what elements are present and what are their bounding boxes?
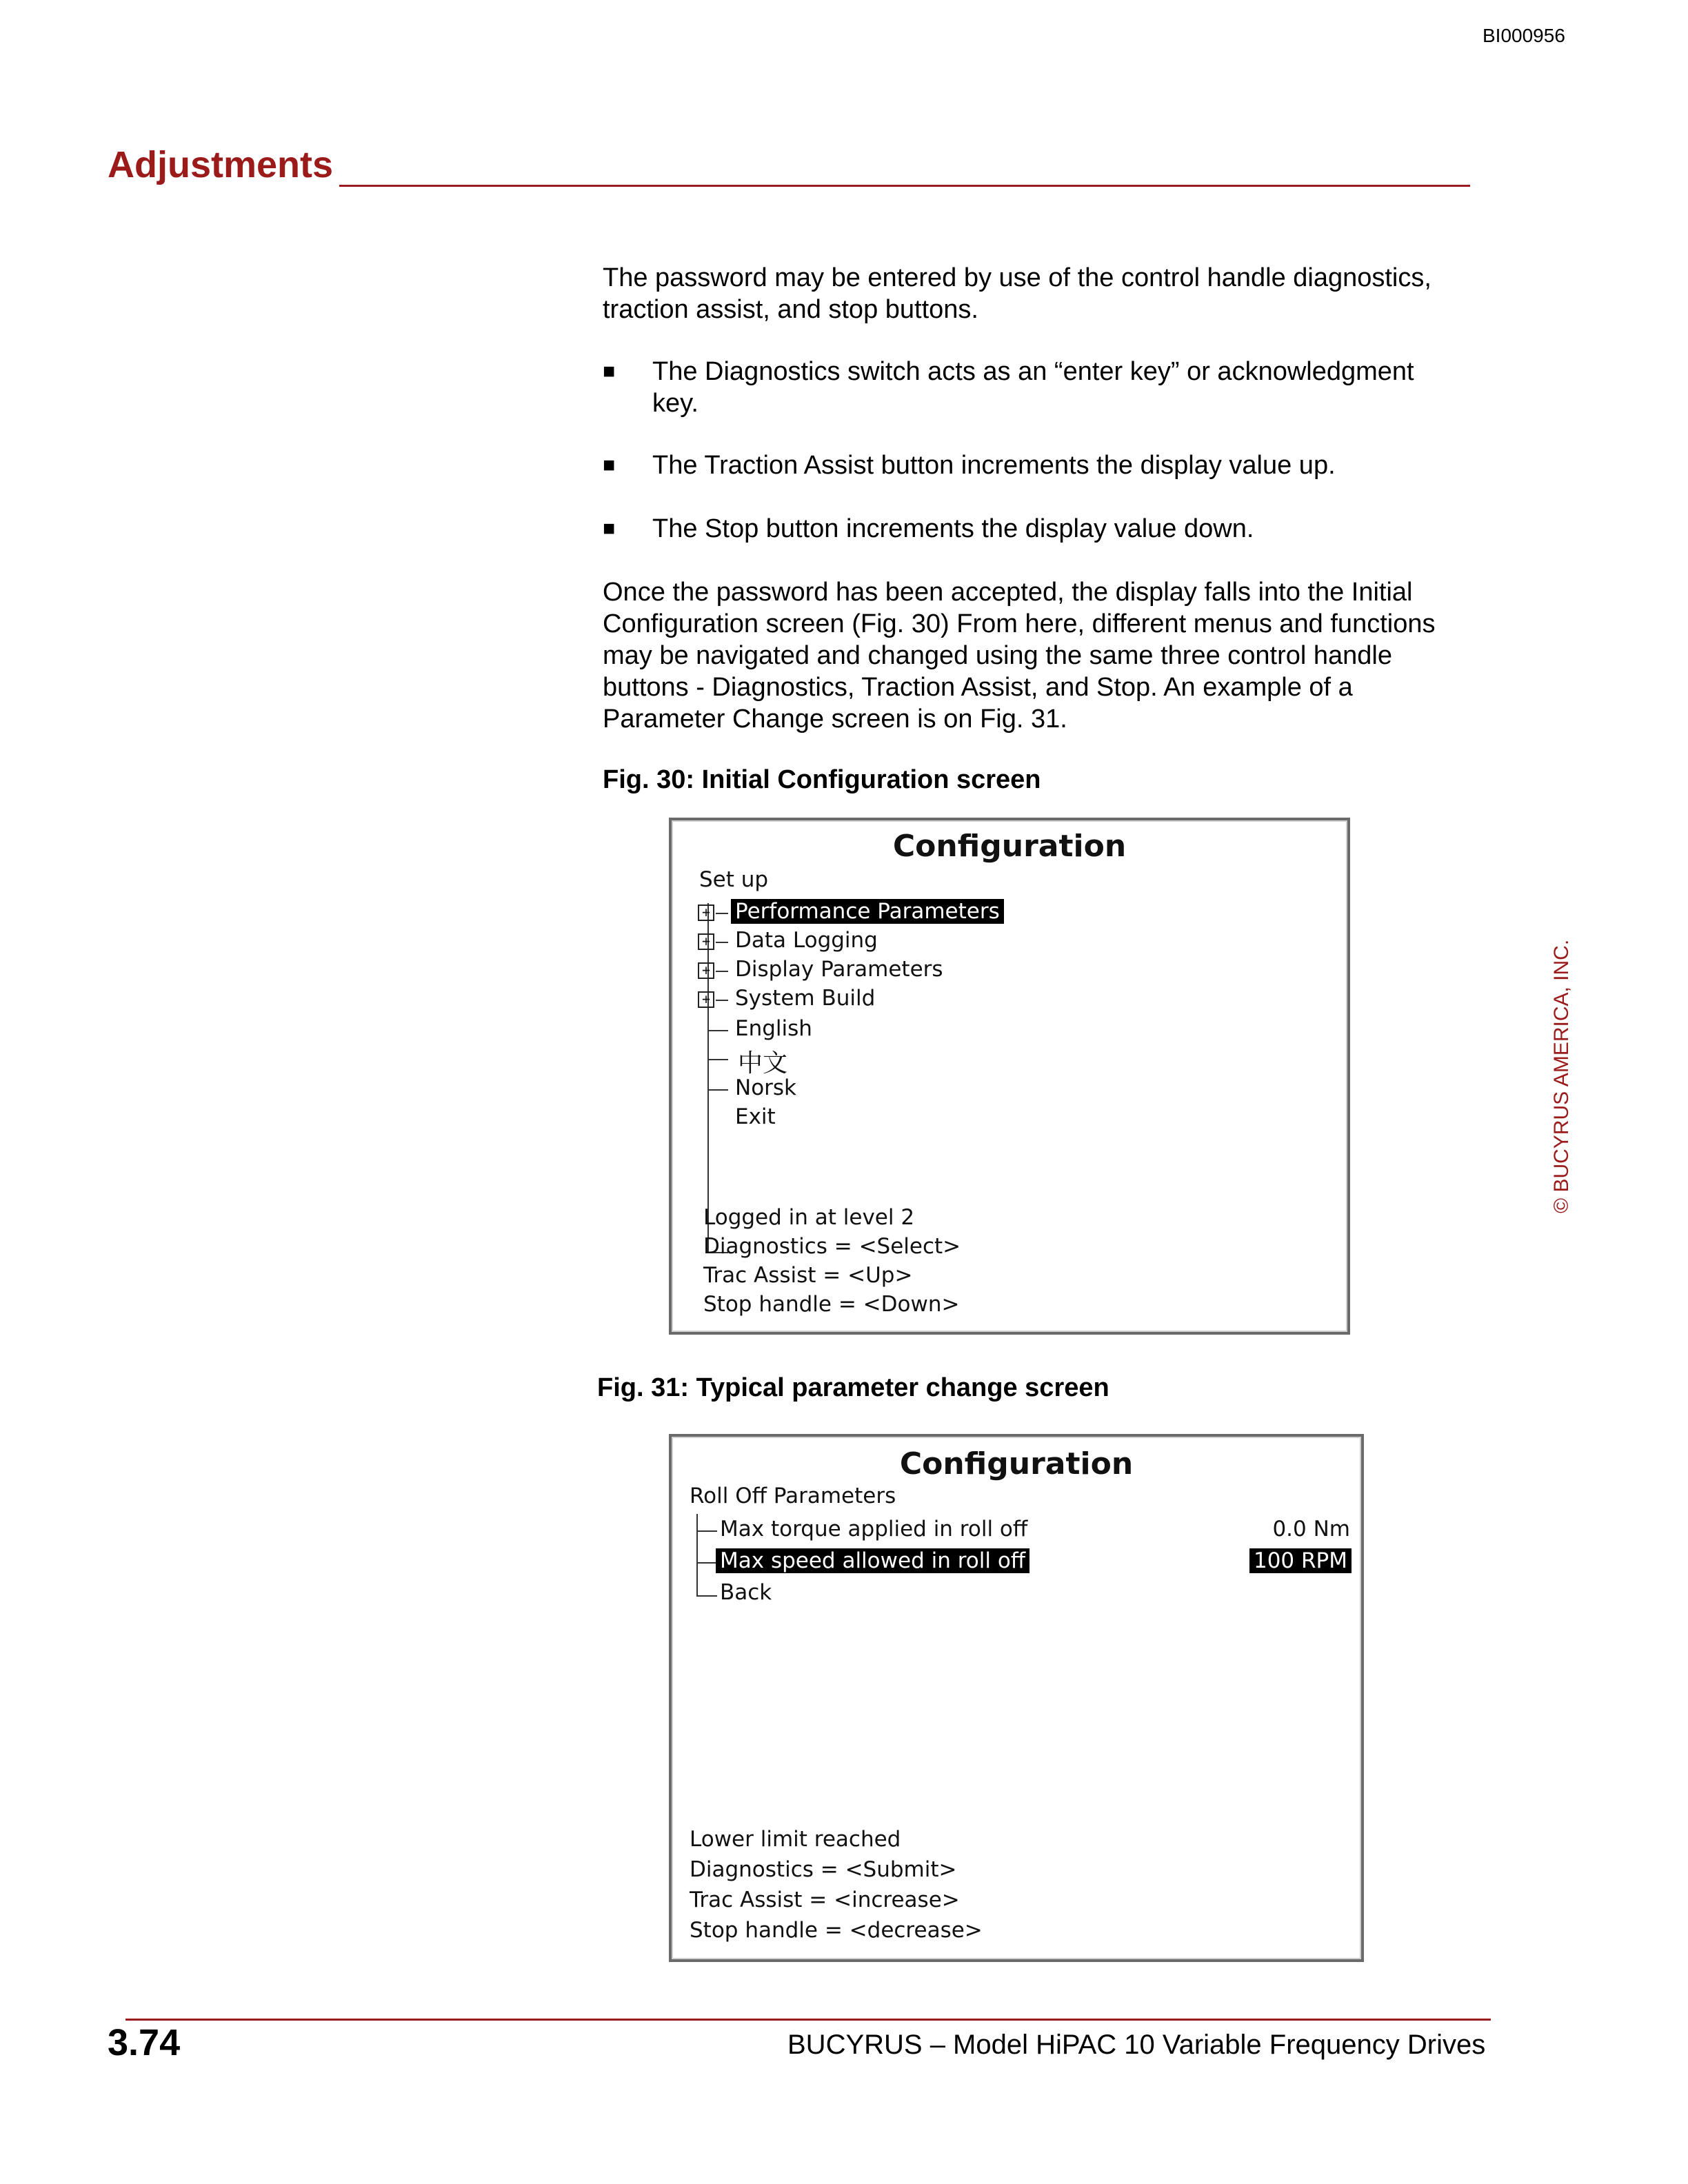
bullet-mark: ■ [603,517,616,540]
explanation-paragraph [603,576,1478,735]
param-item-max-torque[interactable]: Max torque applied in roll off [720,1517,1028,1541]
param-value-selected: 100 RPM [1249,1548,1352,1573]
document-id: BI000956 [1483,25,1565,46]
param-item-back[interactable]: Back [720,1580,772,1605]
bullet-item [603,513,1478,546]
tree-branch [716,1000,728,1001]
fig30-configuration-screen [669,818,1350,1335]
tree-branch [696,1562,716,1564]
bullet-text: The Traction Assist button increments the display value up. [652,451,1336,480]
bullet-mark: ■ [603,454,616,476]
menu-item-display-parameters[interactable]: Display Parameters [735,957,943,982]
title-underline [339,185,1470,187]
tree-branch [696,1595,717,1597]
tree-branch [716,913,728,914]
tree-branch [716,942,728,943]
menu-item-performance-parameters[interactable] [731,899,1004,924]
fig31-status-line: Lower limit reached [690,1827,901,1852]
fig31-status-line: Diagnostics = <Submit> [690,1857,957,1882]
menu-item-system-build[interactable]: System Build [735,986,876,1011]
tree-branch [696,1530,717,1532]
expand-icon[interactable]: + [698,904,714,921]
param-value-max-torque: 0.0 Nm [1272,1517,1350,1541]
param-item-max-speed[interactable] [716,1548,1029,1573]
menu-item-data-logging[interactable]: Data Logging [735,928,878,953]
fig31-status-line: Trac Assist = <increase> [690,1888,960,1912]
fig31-caption: Fig. 31: Typical parameter change screen [597,1373,1109,1402]
fig30-screen-title: Configuration [892,829,1127,864]
bullet-mark: ■ [603,360,616,383]
fig30-caption: Fig. 30: Initial Configuration screen [603,765,1041,794]
section-title: Adjustments [108,144,334,185]
fig30-status-line: Stop handle = <Down> [703,1292,960,1317]
param-value-max-speed[interactable] [1249,1548,1352,1573]
fig30-screen-subtitle: Set up [699,867,769,892]
expand-icon[interactable]: + [698,933,714,950]
bullet-text: The Diagnostics switch acts as an “enter key” or acknowledgment key. [652,357,1414,418]
menu-item-label: Performance Parameters [731,899,1004,924]
footer-rule [125,2019,1491,2021]
fig30-status-line: Logged in at level 2 [703,1205,915,1230]
tree-branch [707,1089,728,1091]
fig31-screen-title: Configuration [899,1446,1134,1482]
tree-branch [716,971,728,972]
fig31-status-line: Stop handle = <decrease> [690,1918,983,1943]
fig31-screen-subtitle: Roll Off Parameters [690,1484,896,1508]
tree-branch [707,1030,728,1031]
fig30-tree-line [707,903,709,1252]
page-number: 3.74 [108,2022,181,2063]
menu-item-chinese[interactable]: 中文 [738,1049,788,1078]
fig30-status-line: Trac Assist = <Up> [703,1263,913,1288]
expand-icon[interactable]: + [698,962,714,979]
copyright-watermark: © BUCYRUS AMERICA, INC. [1550,939,1573,1213]
bullet-text: The Stop button increments the display value down. [652,514,1254,543]
menu-item-english[interactable]: English [735,1016,812,1041]
fig31-parameter-screen [669,1434,1364,1962]
footer-title: BUCYRUS – Model HiPAC 10 Variable Frequency Drives [787,2030,1486,2060]
menu-item-norsk[interactable]: Norsk [735,1075,797,1100]
expand-icon[interactable]: + [698,991,714,1008]
param-label-selected: Max speed allowed in roll off [716,1548,1029,1573]
explanation-text: Once the password has been accepted, the display falls into the Initial Configuration screen (Fig. 30) From here, different menus and functions may be navigated and changed using the same three control handle buttons - Diagnostics, Traction Assist, and Stop. An example of a Parameter Change screen is on Fig. 31. [603,578,1436,734]
bullet-item [603,449,1478,483]
tree-branch [707,1059,728,1060]
fig30-status-line: Diagnostics = <Select> [703,1234,961,1259]
fig31-tree-line [696,1514,698,1597]
menu-item-exit[interactable]: Exit [735,1104,776,1129]
intro-text: The password may be entered by use of the control handle diagnostics, traction assist, and stop buttons. [603,263,1431,324]
intro-paragraph [603,262,1478,325]
bullet-item [603,356,1478,422]
